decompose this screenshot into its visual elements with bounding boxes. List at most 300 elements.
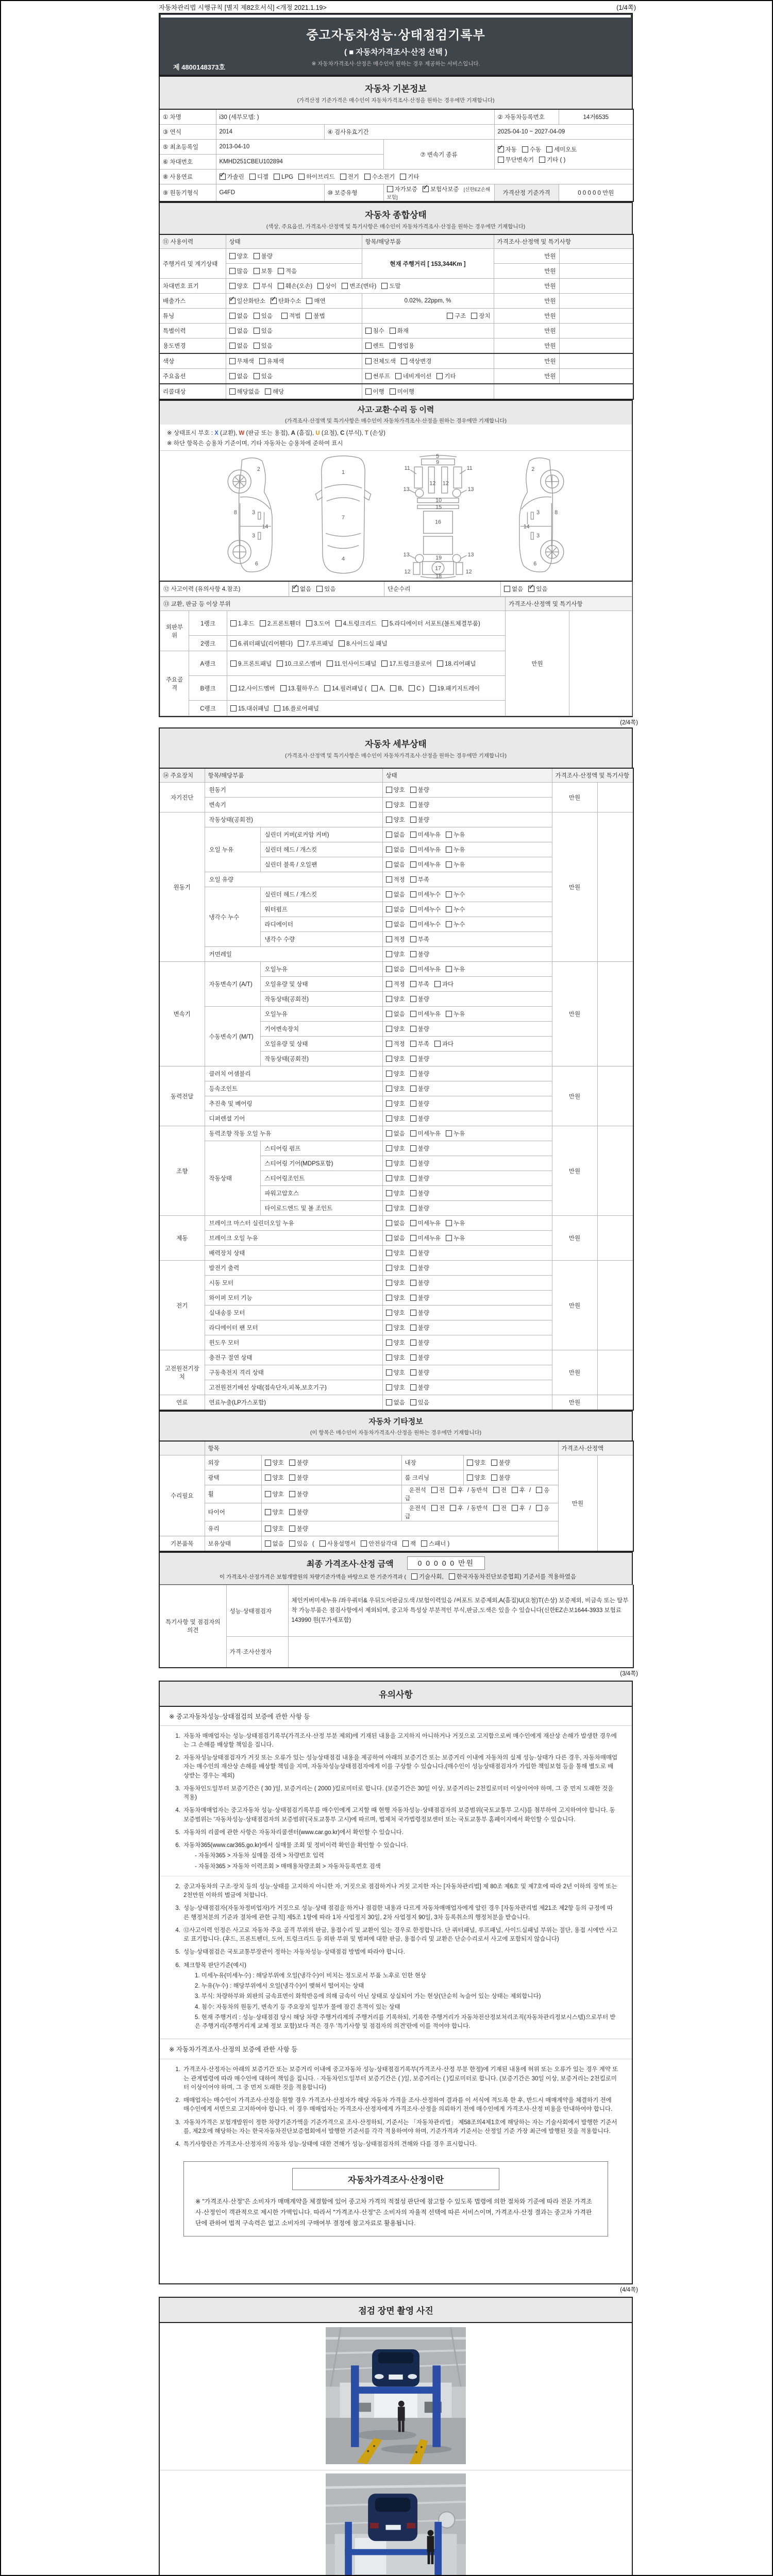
checkbox-썬루프[interactable] [365, 373, 372, 379]
checkbox-장치[interactable] [471, 313, 477, 319]
checkbox-기타[interactable] [400, 174, 406, 180]
detail-row [159, 1395, 633, 1411]
accident-row-table [160, 581, 632, 597]
checkbox-무채색[interactable] [229, 358, 236, 364]
checkbox-양호[interactable] [386, 787, 392, 793]
checkbox-수소전기[interactable] [364, 174, 371, 180]
checkbox-없음[interactable] [386, 861, 392, 868]
legend-code-U: U [315, 430, 320, 436]
checkbox-불량[interactable] [410, 1160, 416, 1166]
checkbox-수동[interactable] [522, 146, 528, 152]
checkbox-적정[interactable] [386, 981, 392, 987]
checkbox-없음[interactable] [386, 1011, 392, 1017]
checkbox-없음[interactable] [386, 1220, 392, 1226]
checkbox-양호[interactable] [386, 1100, 392, 1107]
checkbox-label: 없음 [393, 1131, 405, 1137]
checkbox-불량[interactable] [410, 1145, 416, 1151]
checkbox-양호[interactable] [386, 1325, 392, 1331]
checkbox-있음[interactable] [289, 1540, 295, 1547]
checkbox-없음[interactable] [229, 313, 236, 319]
checkbox-양호[interactable] [386, 1145, 392, 1151]
checkbox-영업용[interactable] [390, 343, 396, 349]
checkbox-label: 불량 [417, 802, 429, 808]
checkbox-있음[interactable] [410, 1399, 416, 1405]
checkbox-불량[interactable] [410, 1354, 416, 1361]
legend-code-A: A [291, 430, 295, 436]
warranty-insurer-note: [신한EZ손해보험] [386, 187, 491, 200]
checkbox-적음[interactable] [278, 268, 284, 274]
checkbox-침수[interactable] [365, 328, 372, 334]
checkbox-label: 적음 [285, 268, 297, 275]
label-base-price: 가격산정 기준가격 [494, 184, 559, 202]
checkbox-label: 없음 [393, 1221, 405, 1227]
checkbox-색상변경[interactable] [401, 358, 407, 364]
form-reference: 자동차관리법 시행규칙 [별지 제82호서식] <개정 2021.1.19> [159, 4, 327, 11]
checkbox-불량[interactable] [289, 1491, 295, 1497]
checkbox-하이브리드[interactable] [298, 174, 305, 180]
checkbox-불법[interactable] [306, 313, 312, 319]
checkbox-상이[interactable] [317, 283, 324, 289]
checkbox-5.라디에이터 서포트(볼트체결부품)[interactable] [382, 620, 388, 626]
checkbox-응급[interactable] [536, 1487, 542, 1493]
checkbox-부족[interactable] [410, 1041, 416, 1047]
checkbox-불량[interactable] [410, 802, 416, 808]
checkbox-누유[interactable] [446, 966, 452, 972]
checkbox-label: 양호 [272, 1526, 284, 1532]
checkbox-해당[interactable] [265, 388, 271, 395]
mileage-price-extra-2 [559, 264, 633, 279]
final-price-band [159, 1552, 633, 1585]
checkbox-불량[interactable] [410, 1325, 416, 1331]
checkbox-양호[interactable] [386, 817, 392, 823]
detail-state-checks [382, 872, 552, 887]
final-price-title: 최종 가격조사·산정 금액 [306, 1560, 394, 1569]
checkbox-적정[interactable] [386, 1041, 392, 1047]
checkbox-기술사회,[interactable] [411, 1573, 417, 1580]
checkbox-있음[interactable] [316, 586, 323, 592]
checkbox-미세누유[interactable] [410, 861, 416, 868]
checkbox-불량[interactable] [410, 1265, 416, 1271]
detail-price: 만원 [552, 962, 597, 1066]
checkbox-label: 하이브리드 [306, 174, 335, 180]
checkbox-전기[interactable] [340, 174, 346, 180]
checkbox-label: 불량 [417, 1206, 429, 1212]
option-price-extra [559, 369, 633, 384]
svg-text:12: 12 [465, 569, 472, 575]
checkbox-누유[interactable] [446, 1235, 452, 1241]
checkbox-양호[interactable] [386, 1384, 392, 1391]
checkbox-불량[interactable] [410, 1086, 416, 1092]
checkbox-부족[interactable] [410, 876, 416, 883]
checkbox-양호[interactable] [386, 1056, 392, 1062]
svg-text:2: 2 [531, 466, 535, 473]
checkbox-가솔린[interactable] [220, 174, 226, 180]
checkbox-양호[interactable] [265, 1526, 271, 1532]
checkbox-양호[interactable] [386, 951, 392, 957]
glass-checks [261, 1521, 558, 1536]
checkbox-불량[interactable] [410, 1100, 416, 1107]
checkbox-label: 누유 [453, 1235, 465, 1242]
value-first-reg: 2013-04-10 [216, 140, 383, 155]
detail-row [159, 1261, 633, 1276]
value-car-name: i30 (세부모델: ) [216, 109, 494, 125]
checkbox-자가보증[interactable] [387, 186, 393, 192]
checkbox-적정[interactable] [386, 936, 392, 942]
notice-subitem: - 자동차365 > 자동차 이력조회 > 매매용차량조회 > 자동차등록번호 검색 [195, 1863, 381, 1870]
rank-price-extra [569, 611, 632, 716]
checkbox-양호[interactable] [265, 1509, 271, 1515]
checkbox-불량[interactable] [410, 1175, 416, 1181]
checkbox-부족[interactable] [410, 936, 416, 942]
checkbox-디젤[interactable] [249, 174, 256, 180]
checkbox-14.필러패널 ([interactable] [324, 685, 330, 691]
checkbox-없음[interactable] [386, 921, 392, 927]
checkbox-불량[interactable] [289, 1475, 295, 1481]
checkbox-8.사이드실 패널[interactable] [339, 640, 345, 647]
checkbox-LPG[interactable] [274, 174, 280, 180]
checkbox-label: 있음 [261, 374, 273, 380]
detail-item-label: 스티어링 펌프 [260, 1141, 382, 1156]
checkbox-기타 ( )[interactable] [539, 157, 545, 163]
checkbox-양호[interactable] [229, 283, 236, 289]
detail-state-checks [382, 1111, 552, 1126]
checkbox-불량[interactable] [410, 1205, 416, 1211]
checkbox-없음[interactable] [386, 906, 392, 912]
checkbox-미세누수[interactable] [410, 891, 416, 897]
checkbox-양호[interactable] [386, 1354, 392, 1361]
notice-item: 6. 체크항목 판단기준(예시) [175, 1962, 246, 1969]
checkbox-불량[interactable] [410, 1026, 416, 1032]
checkbox-양호[interactable] [386, 1160, 392, 1166]
checkbox-양호[interactable] [386, 1265, 392, 1271]
checkbox-있음[interactable] [528, 586, 534, 592]
checkbox-label: 없음 [393, 907, 405, 913]
checkbox-불량[interactable] [410, 1280, 416, 1286]
detail-item-label: 클러치 어셈블리 [205, 1066, 382, 1081]
checkbox-없음[interactable] [265, 1540, 271, 1547]
checkbox-label: 15.대쉬패널 [238, 705, 270, 712]
checkbox-많음[interactable] [229, 268, 236, 274]
checkbox-있음[interactable] [254, 328, 260, 334]
checkbox-불량[interactable] [491, 1460, 497, 1466]
checkbox-불량[interactable] [410, 787, 416, 793]
appraiser-label: 가격·조사산정자 [226, 1637, 288, 1668]
checkbox-양호[interactable] [386, 1175, 392, 1181]
checkbox-없음[interactable] [229, 373, 236, 379]
checkbox-세미오토[interactable] [546, 146, 552, 152]
etc-header-blank [159, 1441, 205, 1455]
checkbox-1.후드[interactable] [230, 620, 237, 626]
checkbox-불량[interactable] [410, 1056, 416, 1062]
checkbox-불량[interactable] [491, 1475, 497, 1481]
checkbox-불량[interactable] [410, 996, 416, 1002]
checkbox-label: 스패너 ) [428, 1541, 450, 1547]
checkbox-과다[interactable] [434, 1041, 441, 1047]
checkbox-label: 양호 [393, 1191, 405, 1197]
checkbox-양호[interactable] [229, 253, 236, 259]
checkbox-잭[interactable] [402, 1540, 409, 1547]
checkbox-후[interactable] [512, 1505, 518, 1511]
checkbox-전체도색[interactable] [365, 358, 372, 364]
checkbox-양호[interactable] [386, 1340, 392, 1346]
history-subtitle: (가격조사·산정액 및 특기사항은 매수인이 자동차가격조사·산정을 원하는 경우에만 기재합니다) [285, 418, 507, 424]
inspection-photo-rear [324, 2473, 467, 2576]
checkbox-label: 화재 [397, 328, 409, 334]
checkbox-탄화수소[interactable] [271, 298, 277, 304]
rank2-label: 2랭크 [189, 636, 227, 651]
basic-items-label: 기본품목 [159, 1536, 205, 1552]
checkbox-미세누수[interactable] [410, 906, 416, 912]
checkbox-과다[interactable] [434, 981, 441, 987]
checkbox-불량[interactable] [410, 1340, 416, 1346]
checkbox-전[interactable] [493, 1505, 499, 1511]
checkbox-있음[interactable] [254, 343, 260, 349]
detail-state-checks [382, 1335, 552, 1350]
document-number: 제 4800148373호 [173, 63, 226, 71]
checkbox-3.도어[interactable] [306, 620, 312, 626]
checkbox-후[interactable] [450, 1487, 456, 1493]
checkbox-불량[interactable] [410, 1369, 416, 1376]
checkbox-9.프론트패널[interactable] [230, 660, 237, 667]
svg-text:10: 10 [435, 497, 442, 504]
checkbox-불량[interactable] [289, 1509, 295, 1515]
checkbox-양호[interactable] [386, 1280, 392, 1286]
checkbox-미세누수[interactable] [410, 921, 416, 927]
checkbox-불량[interactable] [410, 951, 416, 957]
svg-text:3: 3 [536, 510, 540, 516]
checkbox-부족[interactable] [410, 981, 416, 987]
mileage-price-1: 만원 [494, 249, 559, 264]
checkbox-누수[interactable] [446, 891, 452, 897]
checkbox-양호[interactable] [386, 1250, 392, 1256]
checkbox-양호[interactable] [386, 1071, 392, 1077]
checkbox-B,[interactable] [390, 685, 396, 691]
checkbox-label: 불량 [417, 996, 429, 1003]
checkbox-불량[interactable] [410, 1384, 416, 1391]
checkbox-없음[interactable] [386, 1399, 392, 1405]
checkbox-유채색[interactable] [259, 358, 265, 364]
checkbox-양호[interactable] [386, 1086, 392, 1092]
checkbox-미세누유[interactable] [410, 846, 416, 853]
label-fuel: ⑧ 사용연료 [159, 170, 216, 184]
checkbox-누유[interactable] [446, 1011, 452, 1017]
checkbox-불량[interactable] [410, 1071, 416, 1077]
checkbox-적법[interactable] [281, 313, 288, 319]
svg-text:11: 11 [466, 465, 473, 472]
page-marker-3: (3/4쪽) [620, 1670, 638, 1677]
checkbox-불량[interactable] [254, 253, 260, 259]
detail-state-checks [382, 1320, 552, 1335]
checkbox-누유[interactable] [446, 861, 452, 868]
checkbox-누유[interactable] [446, 832, 452, 838]
checkbox-전[interactable] [431, 1487, 438, 1493]
device-subgroup-label: 오일 누유 [205, 827, 260, 872]
checkbox-변조(변타)[interactable] [342, 283, 348, 289]
checkbox-7.루프패널[interactable] [298, 640, 304, 647]
checkbox-미이행[interactable] [390, 388, 396, 395]
checkbox-미세누유[interactable] [410, 1235, 416, 1241]
detail-item-label: 윈도우 모터 [205, 1335, 382, 1350]
detail-item-label: 브레이크 마스터 실린더오일 누유 [205, 1216, 382, 1231]
checkbox-11.인사이드패널[interactable] [327, 660, 333, 667]
checkbox-양호[interactable] [265, 1460, 271, 1466]
detail-band [159, 727, 633, 768]
checkbox-양호[interactable] [386, 1295, 392, 1301]
checkbox-양호[interactable] [386, 802, 392, 808]
checkbox-부식[interactable] [254, 283, 260, 289]
device-label: 고전원전기장치 [159, 1350, 205, 1395]
checkbox-없음[interactable] [386, 1235, 392, 1241]
checkbox-안전삼각대[interactable] [361, 1540, 367, 1547]
checkbox-A,[interactable] [372, 685, 378, 691]
svg-text:14: 14 [523, 523, 530, 530]
checkbox-스패너 )[interactable] [421, 1540, 427, 1547]
checkbox-무단변속기[interactable] [498, 157, 504, 163]
checkbox-label: 양호 [393, 1385, 405, 1391]
checkbox-누유[interactable] [446, 846, 452, 853]
checkbox-미세누유[interactable] [410, 1220, 416, 1226]
photo-section-title: 점검 장면 촬영 사진 [160, 2298, 632, 2323]
checkbox-한국자동차진단보증협회) 기준서를 적용하였음[interactable] [449, 1573, 455, 1580]
checkbox-없음[interactable] [386, 846, 392, 853]
checkbox-양호[interactable] [265, 1475, 271, 1481]
checkbox-누수[interactable] [446, 906, 452, 912]
checkbox-label: 해당 [272, 389, 284, 395]
checkbox-없음[interactable] [386, 891, 392, 897]
checkbox-미세누유[interactable] [410, 966, 416, 972]
checkbox-label: 부족 [417, 877, 429, 883]
wheel-position-checks [401, 1485, 558, 1503]
checkbox-양호[interactable] [386, 1026, 392, 1032]
checkbox-label: 불량 [417, 1250, 429, 1257]
checkbox-없음[interactable] [229, 343, 236, 349]
checkbox-후[interactable] [450, 1505, 456, 1511]
checkbox-양호[interactable] [467, 1475, 473, 1481]
checkbox-label: 없음 [300, 586, 312, 592]
checkbox-양호[interactable] [386, 996, 392, 1002]
checkbox-전[interactable] [431, 1505, 438, 1511]
checkbox-양호[interactable] [386, 1115, 392, 1122]
checkbox-12.사이드멤버[interactable] [230, 685, 237, 691]
checkbox-없음[interactable] [504, 586, 510, 592]
checkbox-전[interactable] [493, 1487, 499, 1493]
checkbox-label: 불량 [417, 1146, 429, 1152]
basic-info-band [159, 76, 633, 109]
checkbox-기타[interactable] [436, 373, 443, 379]
checkbox-화재[interactable] [390, 328, 396, 334]
checkbox-보험사보증[interactable] [423, 186, 429, 192]
checkbox-불량[interactable] [410, 1115, 416, 1122]
checkbox-양호[interactable] [386, 1310, 392, 1316]
checkbox-없음[interactable] [386, 1130, 392, 1137]
checkbox-불량[interactable] [410, 1310, 416, 1316]
checkbox-해당없음[interactable] [229, 388, 236, 395]
checkbox-양호[interactable] [386, 1205, 392, 1211]
checkbox-응급[interactable] [536, 1505, 542, 1511]
checkbox-양호[interactable] [265, 1491, 271, 1497]
checkbox-17.트렁크플로어[interactable] [381, 660, 388, 667]
checkbox-적정[interactable] [386, 876, 392, 883]
checkbox-label: 1.후드 [238, 620, 255, 627]
checkbox-누수[interactable] [446, 921, 452, 927]
checkbox-불량[interactable] [410, 1190, 416, 1196]
checkbox-구조[interactable] [447, 313, 453, 319]
inspector-label: 성능·상태점검자 [226, 1585, 288, 1637]
checkbox-미세누유[interactable] [410, 1130, 416, 1137]
device-subgroup-label: 냉각수 누수 [205, 887, 260, 947]
checkbox-불량[interactable] [289, 1460, 295, 1466]
detail-price-extra [597, 1350, 633, 1395]
checkbox-label: 적정 [393, 877, 405, 883]
checkbox-이행[interactable] [365, 388, 372, 395]
checkbox-6.쿼터패널(리어휀다)[interactable] [230, 640, 237, 647]
checkbox-양호[interactable] [386, 1369, 392, 1376]
checkbox-2.프론트휀더[interactable] [260, 620, 266, 626]
checkbox-양호[interactable] [467, 1460, 473, 1466]
checkbox-없음[interactable] [229, 328, 236, 334]
detail-item-label: 오일누유 [260, 962, 382, 977]
checkbox-누유[interactable] [446, 1130, 452, 1137]
device-label: 연료 [159, 1395, 205, 1411]
checkbox-도말[interactable] [381, 283, 388, 289]
svg-text:7: 7 [342, 514, 345, 521]
checkbox-훼손(오손)[interactable] [278, 283, 284, 289]
checkbox-label: 많음 [237, 268, 248, 275]
svg-text:1: 1 [342, 469, 345, 476]
checkbox-없음[interactable] [292, 586, 298, 592]
checkbox-양호[interactable] [386, 1190, 392, 1196]
checkbox-19.패키지트레이[interactable] [430, 685, 436, 691]
checkbox-매연[interactable] [306, 298, 312, 304]
checkbox-불량[interactable] [410, 817, 416, 823]
checkbox-불량[interactable] [410, 1250, 416, 1256]
checkbox-미세누유[interactable] [410, 1011, 416, 1017]
checkbox-C )[interactable] [409, 685, 415, 691]
checkbox-16.플로어패널[interactable] [274, 705, 280, 711]
checkbox-불량[interactable] [410, 1295, 416, 1301]
checkbox-없음[interactable] [386, 832, 392, 838]
checkbox-label: 후 [457, 1487, 464, 1494]
checkbox-사용설명서[interactable] [320, 1540, 326, 1547]
checkbox-없음[interactable] [386, 966, 392, 972]
checkbox-네비게이션[interactable] [395, 373, 401, 379]
checkbox-보통[interactable] [254, 268, 260, 274]
detail-state-checks [382, 1186, 552, 1201]
detail-item-label: 브레이크 오일 누유 [205, 1231, 382, 1246]
checkbox-렌트[interactable] [365, 343, 372, 349]
checkbox-있음[interactable] [254, 373, 260, 379]
checkbox-자동[interactable] [498, 146, 504, 152]
checkbox-누유[interactable] [446, 1220, 452, 1226]
checkbox-일산화탄소[interactable] [229, 298, 236, 304]
overall-subtitle: (색상, 주요옵션, 가격조사·산정액 및 특기사항은 매수인이 자동차가격조사·산정을 원하는 경우에만 기재합니다) [266, 224, 526, 230]
checkbox-후[interactable] [512, 1487, 518, 1493]
checkbox-label: 불량 [417, 1265, 429, 1272]
notice-item: 2. 중고자동차의 구조·장치 등의 성능·상태를 고지하지 아니한 자, 거짓으로 점검하거나 거짓 고지한 자는 [자동차관리법] 제 80조 제6호 및 제7호에 따라 2년 이하의 징역 또는 2천만원 이하의 벌금에 처합니다. [175, 1883, 617, 1899]
device-label: 원동기 [159, 812, 205, 962]
checkbox-15.대쉬패널[interactable] [230, 705, 237, 711]
price-definition-box [183, 2161, 608, 2236]
checkbox-불량[interactable] [289, 1526, 295, 1532]
checkbox-있음[interactable] [254, 313, 260, 319]
checkbox-미세누유[interactable] [410, 832, 416, 838]
checkbox-label: 불량 [417, 1176, 429, 1182]
checkbox-13.휠하우스[interactable] [280, 685, 287, 691]
checkbox-10.크로스멤버[interactable] [277, 660, 283, 667]
device-label: 전기 [159, 1261, 205, 1350]
checkbox-18.리어패널[interactable] [437, 660, 443, 667]
checkbox-4.트렁크리드[interactable] [335, 620, 342, 626]
